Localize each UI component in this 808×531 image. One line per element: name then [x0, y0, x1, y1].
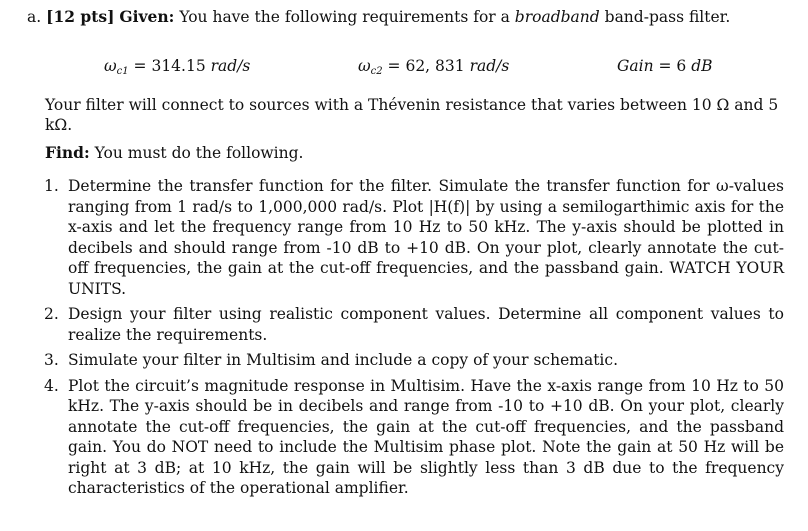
- requirement-item: [44, 176, 784, 299]
- gain-value: = 6: [658, 57, 687, 75]
- wc1-unit: rad/s: [210, 57, 251, 75]
- given-label: Given:: [119, 7, 175, 26]
- context-line-2: kΩ.: [45, 116, 73, 134]
- spec-gain: [617, 57, 713, 75]
- find-text: You must do the following.: [94, 144, 304, 162]
- wc2-value: = 62, 831: [387, 57, 465, 75]
- requirement-text: Design your filter using realistic component values. Determine all component values to realize the requirements.: [68, 305, 784, 344]
- requirement-text: Determine the transfer function for the filter. Simulate the transfer function for ω-values ranging from 1 rad/s to 1,000,000 rad/s. Plot |H(f)| by using a semilogarthimic axis for the x-axis and let the frequency range from 10 Hz to 50 kHz. The y-axis should be plotted in decibels and should range from -10 dB to +10 dB. On your plot, clearly annotate the cut-off frequencies, the gain at the cut-off frequencies, and the passband gain. WATCH YOUR UNITS.: [68, 177, 784, 298]
- spec-wc1: [104, 57, 250, 77]
- given-text: You have the following requirements for a: [179, 8, 510, 26]
- problem-header: [27, 7, 730, 27]
- wc1-value: = 314.15: [133, 57, 206, 75]
- requirements-list: [44, 176, 784, 504]
- spec-wc2: [358, 57, 509, 77]
- requirement-number: 1.: [44, 177, 59, 195]
- find-label: Find:: [45, 143, 90, 162]
- wc1-subscript: c1: [116, 66, 129, 77]
- requirement-number: 3.: [44, 351, 59, 369]
- requirement-item: [44, 350, 784, 371]
- find-line: [45, 143, 303, 163]
- wc2-subscript: c2: [370, 66, 383, 77]
- points-label: [12 pts]: [46, 7, 115, 26]
- requirement-item: [44, 304, 784, 345]
- given-text-end: band-pass filter.: [604, 8, 731, 26]
- requirement-text: Plot the circuit’s magnitude response in Multisim. Have the x-axis range from 10 Hz to 50 kHz. The y-axis should be in decibels and range from -10 to +10 dB. On your plot, clearly annotate the cut-off frequencies, the gain at the cut-off frequencies, and the passband gain. You do NOT need to include the Multisim phase plot. Note the gain at 50 Hz will be right at 3 dB; at 10 kHz, the gain will be slightly less than 3 dB due to the frequency characteristics of the operational amplifier.: [68, 376, 784, 497]
- context-line-1: Your filter will connect to sources with a Thévenin resistance that varies between 10 Ω and 5: [45, 96, 779, 114]
- given-emphasis: broadband: [514, 8, 600, 26]
- part-label: a.: [27, 8, 42, 26]
- requirement-number: 2.: [44, 305, 59, 323]
- requirement-number: 4.: [44, 376, 59, 395]
- requirement-item: [44, 376, 784, 499]
- wc2-symbol: ω: [358, 57, 371, 75]
- wc1-symbol: ω: [104, 57, 117, 75]
- wc2-unit: rad/s: [469, 57, 510, 75]
- requirement-text: Simulate your filter in Multisim and include a copy of your schematic.: [68, 351, 618, 369]
- gain-unit: dB: [691, 57, 713, 75]
- gain-label: Gain: [617, 57, 654, 75]
